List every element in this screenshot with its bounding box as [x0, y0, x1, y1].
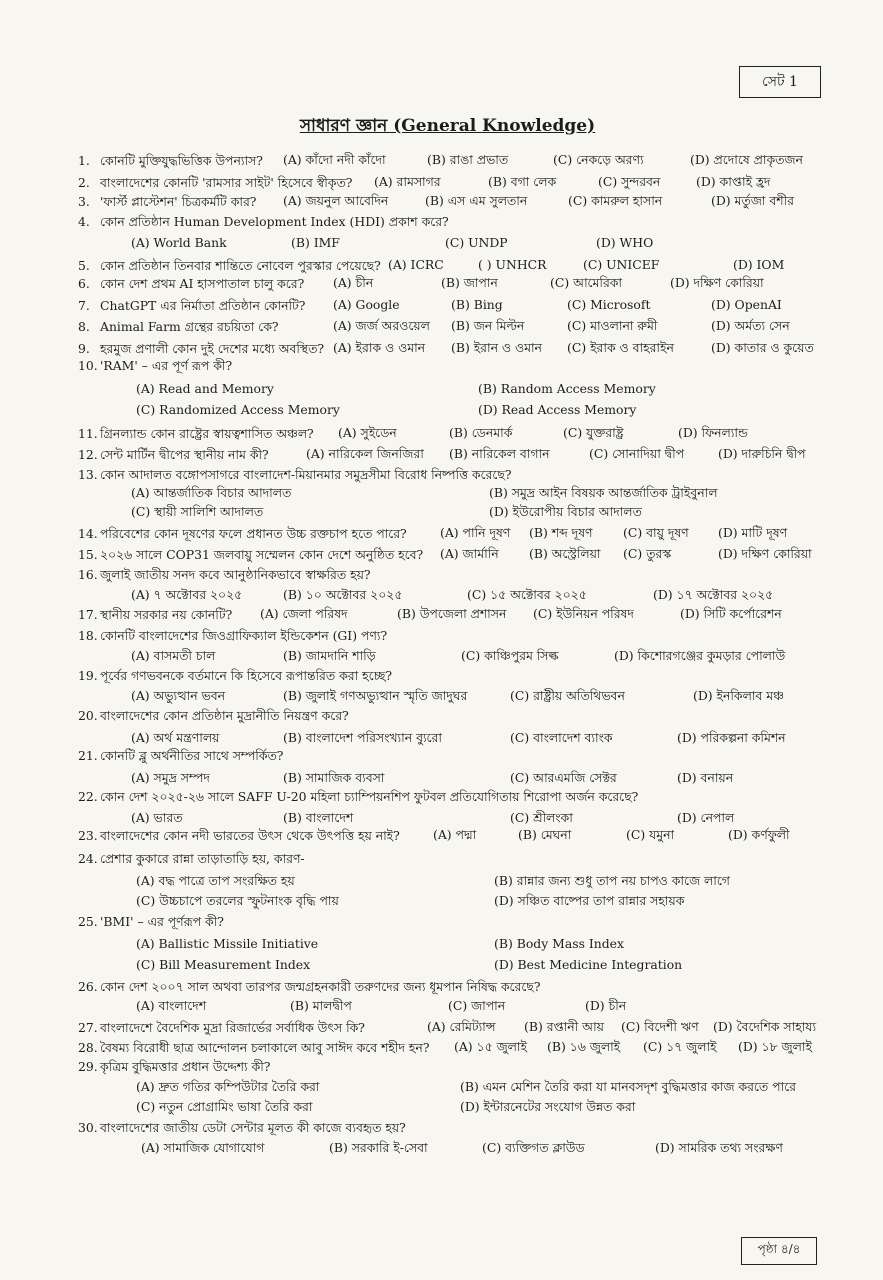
- option-c: (C) কাঞ্চিপুরম সিল্ক: [461, 648, 559, 663]
- question-text: পূর্বের গণভবনকে বর্তমানে কি হিসেবে রূপান্তরিত করা হচ্ছে?: [100, 668, 392, 683]
- question-text: বাংলাদেশের কোন নদী ভারতের উৎস থেকে উৎপত্তি হয় নাই?: [100, 828, 400, 843]
- question-text: কোন প্রতিষ্ঠান তিনবার শান্তিতে নোবেল পুরস্কার পেয়েছে?: [100, 258, 381, 273]
- option-a: (A) ১৫ জুলাই: [454, 1039, 527, 1054]
- option-b: (B) ইরান ও ওমান: [451, 340, 542, 355]
- option-d: (D) দারুচিনি দ্বীপ: [718, 446, 806, 461]
- question-item: [78, 1058, 833, 1076]
- option-d: (D) IOM: [733, 257, 785, 272]
- option-b: (B) বগা লেক: [488, 174, 557, 189]
- question-number: 21.: [78, 748, 98, 763]
- option-a: (A) সামাজিক যোগাযোগ: [141, 1140, 265, 1155]
- question-number: 19.: [78, 668, 98, 683]
- question-item: [78, 667, 833, 685]
- option-d: (D) WHO: [596, 235, 654, 250]
- option-c: (C) যুক্তরাষ্ট্র: [563, 425, 624, 440]
- question-text: 'RAM' – এর পূর্ণ রূপ কী?: [100, 358, 233, 373]
- question-number: 17.: [78, 607, 98, 622]
- question-item: [78, 788, 833, 806]
- option-d: (D) মাটি দূষণ: [718, 525, 788, 540]
- question-number: 3.: [78, 194, 90, 209]
- option-d: (D) অর্মত্য সেন: [711, 318, 790, 333]
- option-c: (C) শ্রীলংকা: [510, 810, 573, 825]
- option-b: (B) ডেনমার্ক: [449, 425, 513, 440]
- question-number: 26.: [78, 979, 98, 994]
- option-c: (C) নেকড়ে অরণ্য: [553, 152, 644, 167]
- option-d: (D) কাপ্তাই হ্রদ: [696, 174, 771, 189]
- question-number: 8.: [78, 319, 90, 334]
- option-d: (D) বৈদেশিক সাহায্য: [713, 1019, 817, 1034]
- option-a: (A) রামসাগর: [374, 174, 441, 189]
- question-text: কোনটি ব্লু অর্থনীতির সাথে সম্পর্কিত?: [100, 748, 284, 763]
- question-number: 22.: [78, 789, 98, 804]
- question-text: কোন দেশ প্রথম AI হাসপাতাল চালু করে?: [100, 276, 305, 291]
- question-number: 12.: [78, 447, 98, 462]
- option-b: (B) IMF: [291, 235, 340, 250]
- option-a: (A) কাঁদো নদী কাঁদো: [283, 152, 386, 167]
- option-a: (A) Ballistic Missile Initiative: [136, 936, 319, 951]
- option-a: (A) রেমিট্যান্স: [427, 1019, 496, 1034]
- question-text: স্থানীয় সরকার নয় কোনটি?: [100, 607, 233, 622]
- option-a: (A) সুইডেন: [338, 425, 397, 440]
- option-b: (B) Body Mass Index: [494, 936, 625, 951]
- question-text: প্রেশার কুকারে রান্না তাড়াতাড়ি হয়, কারণ-: [100, 851, 305, 866]
- option-c: (C) সুন্দরবন: [598, 174, 661, 189]
- option-d: (D) Best Medicine Integration: [494, 957, 683, 972]
- option-c: (C) মাওলানা রুমী: [567, 318, 658, 333]
- question-number: 6.: [78, 276, 90, 291]
- question-text: কোন প্রতিষ্ঠান Human Development Index (HDI) প্রকাশ করে?: [100, 214, 449, 229]
- option-d: (D) সঞ্চিত বাষ্পের তাপ রান্নার সহায়ক: [494, 893, 685, 908]
- question-text: বাংলাদেশের কোন প্রতিষ্ঠান মুদ্রানীতি নিয়ন্ত্রণ করে?: [100, 708, 349, 723]
- question-number: 27.: [78, 1020, 98, 1035]
- option-b: (B) ১৬ জুলাই: [547, 1039, 621, 1054]
- question-text: বাংলাদেশে বৈদেশিক মুদ্রা রিজার্ভের সর্বাধিক উৎস কি?: [100, 1020, 365, 1035]
- option-b: ( ) UNHCR: [478, 257, 547, 272]
- option-b: (B) জন মিল্টন: [451, 318, 525, 333]
- option-a: (A) Google: [333, 297, 400, 312]
- option-a: (A) পানি দূষণ: [440, 525, 511, 540]
- question-text: কোন দেশ ২০০৭ সাল অথবা তারপর জন্মগ্রহনকারী তরুণদের জন্য ধূমপান নিষিদ্ধ করেছে?: [100, 979, 541, 994]
- option-a: (A) World Bank: [131, 235, 227, 250]
- option-d: (D) ১৭ অক্টোবর ২০২৫: [653, 587, 774, 602]
- question-item: [78, 566, 833, 584]
- question-text: বাংলাদেশের জাতীয় ডেটা সেন্টার মূলত কী কাজে ব্যবহৃত হয়?: [100, 1120, 406, 1135]
- question-text: হরমুজ প্রণালী কোন দুই দেশের মধ্যে অবস্থিত?: [100, 341, 325, 356]
- option-d: (D) দক্ষিণ কোরিয়া: [718, 546, 812, 561]
- question-text: পরিবেশের কোন দূষণের ফলে প্রধানত উচ্চ রক্তচাপ হতে পারে?: [100, 526, 407, 541]
- option-a: (A) চীন: [333, 275, 374, 290]
- question-number: 2.: [78, 175, 90, 190]
- option-b: (B) নারিকেল বাগান: [449, 446, 550, 461]
- option-c: (C) আরএমজি সেক্টর: [510, 770, 617, 785]
- option-a: (A) Read and Memory: [136, 381, 274, 396]
- option-d: (D) ইনকিলাব মঞ্চ: [693, 688, 784, 703]
- option-d: (D) ইউরোপীয় বিচার আদালত: [489, 504, 642, 519]
- question-text: 'ফার্স্ট প্লাস্টেশন' চিত্রকর্মটি কার?: [100, 194, 257, 209]
- option-c: (C) বাংলাদেশ ব্যাংক: [510, 730, 613, 745]
- option-c: (C) নতুন প্রোগ্রামিং ভাষা তৈরি করা: [136, 1099, 313, 1114]
- question-number: 20.: [78, 708, 98, 723]
- option-d: (D) চীন: [585, 998, 627, 1013]
- option-a: (A) অর্থ মন্ত্রণালয়: [131, 730, 220, 745]
- question-number: 24.: [78, 851, 98, 866]
- option-b: (B) অস্ট্রেলিয়া: [529, 546, 601, 561]
- option-d: (D) কিশোরগঞ্জের কুমড়ার পোলাউ: [614, 648, 786, 663]
- option-d: (D) পরিকল্পনা কমিশন: [677, 730, 786, 745]
- option-c: (C) জাপান: [448, 998, 506, 1013]
- option-a: (A) জার্মানি: [440, 546, 499, 561]
- option-d: (D) ১৮ জুলাই: [738, 1039, 812, 1054]
- question-text: সেন্ট মার্টিন দ্বীপের স্থানীয় নাম কী?: [100, 447, 269, 462]
- option-b: (B) জামদানি শাড়ি: [283, 648, 376, 663]
- question-number: 25.: [78, 914, 98, 929]
- option-d: (D) বনায়ন: [677, 770, 734, 785]
- option-a: (A) ICRC: [388, 257, 444, 272]
- question-number: 30.: [78, 1120, 98, 1135]
- question-item: [78, 213, 833, 231]
- question-text: ChatGPT এর নির্মাতা প্রতিষ্ঠান কোনটি?: [100, 298, 306, 313]
- option-c: (C) ইউনিয়ন পরিষদ: [533, 606, 634, 621]
- question-number: 7.: [78, 298, 90, 313]
- option-a: (A) পদ্মা: [433, 827, 477, 842]
- option-d: (D) Read Access Memory: [478, 402, 637, 417]
- option-d: (D) কাতার ও কুয়েত: [711, 340, 814, 355]
- question-text: কোন আদালত বঙ্গোপসাগরে বাংলাদেশ-মিয়ানমার সমুদ্রসীমা বিরোধ নিষ্পত্তি করেছে?: [100, 467, 512, 482]
- option-d: (D) মর্তুজা বশীর: [711, 193, 794, 208]
- question-number: 18.: [78, 628, 98, 643]
- option-b: (B) সামাজিক ব্যবসা: [283, 770, 385, 785]
- question-text: কোন দেশ ২০২৫-২৬ সালে SAFF U-20 মহিলা চ্যাম্পিয়নশিপ ফুটবল প্রতিযোগিতায় শিরোপা অর্জন করেছে?: [100, 789, 639, 804]
- question-number: 9.: [78, 341, 90, 356]
- page-title: সাধারণ জ্ঞান (General Knowledge): [299, 116, 596, 136]
- option-d: (D) দক্ষিণ কোরিয়া: [670, 275, 764, 290]
- question-number: 14.: [78, 526, 98, 541]
- option-c: (C) রাষ্ট্রীয় অতিথিভবন: [510, 688, 625, 703]
- option-b: (B) রান্নার জন্য শুধু তাপ নয় চাপও কাজে লাগে: [494, 873, 730, 888]
- option-c: (C) ব্যক্তিগত ক্লাউড: [482, 1140, 585, 1155]
- option-c: (C) তুরস্ক: [623, 546, 672, 561]
- question-item: [78, 1119, 833, 1137]
- option-d: (D) কর্ণফুলী: [728, 827, 790, 842]
- question-number: 1.: [78, 153, 90, 168]
- question-number: 16.: [78, 567, 98, 582]
- option-b: (B) মেঘনা: [518, 827, 572, 842]
- question-text: কোনটি মুক্তিযুদ্ধভিত্তিক উপন্যাস?: [100, 153, 263, 168]
- option-a: (A) দ্রুত গতির কম্পিউটার তৈরি করা: [136, 1079, 320, 1094]
- option-b: (B) জাপান: [441, 275, 498, 290]
- question-item: [78, 627, 833, 645]
- option-a: (A) ইরাক ও ওমান: [333, 340, 426, 355]
- question-text: ২০২৬ সালে COP31 জলবায়ু সম্মেলন কোন দেশে অনুষ্ঠিত হবে?: [100, 547, 424, 562]
- option-c: (C) ইরাক ও বাহরাইন: [567, 340, 674, 355]
- option-d: (D) প্রদোষে প্রাকৃতজন: [690, 152, 803, 167]
- option-c: (C) সোনাদিয়া দ্বীপ: [589, 446, 685, 461]
- option-b: (B) রাঙা প্রভাত: [427, 152, 509, 167]
- question-item: [78, 913, 833, 931]
- question-number: 13.: [78, 467, 98, 482]
- option-a: (A) ভারত: [131, 810, 183, 825]
- option-b: (B) এস এম সুলতান: [425, 193, 528, 208]
- option-d: (D) সামরিক তথ্য সংরক্ষণ: [655, 1140, 783, 1155]
- option-a: (A) সমুদ্র সম্পদ: [131, 770, 210, 785]
- option-d: (D) ফিনল্যান্ড: [678, 425, 748, 440]
- question-text: 'BMI' – এর পূর্ণরূপ কী?: [100, 914, 224, 929]
- option-c: (C) উচ্চচাপে তরলের স্ফুটনাংক বৃদ্ধি পায়: [136, 893, 339, 908]
- question-number: 23.: [78, 828, 98, 843]
- option-a: (A) বাসমতী চাল: [131, 648, 216, 663]
- option-c: (C) বিদেশী ঋণ: [621, 1019, 699, 1034]
- question-item: [78, 466, 833, 484]
- page-number: পৃষ্ঠা ৪/৪: [741, 1237, 817, 1265]
- question-text: বাংলাদেশের কোনটি 'রামসার সাইট' হিসেবে স্বীকৃত?: [100, 175, 353, 190]
- option-d: (D) OpenAI: [711, 297, 782, 312]
- question-item: [78, 257, 833, 275]
- option-a: (A) জয়নুল আবেদিন: [283, 193, 389, 208]
- option-d: (D) নেপাল: [677, 810, 735, 825]
- option-b: (B) বাংলাদেশ পরিসংখ্যান ব্যুরো: [283, 730, 442, 745]
- set-label: সেট 1: [739, 66, 821, 98]
- option-c: (C) UNDP: [445, 235, 508, 250]
- option-b: (B) ১০ অক্টোবর ২০২৫: [283, 587, 403, 602]
- question-text: জুলাই জাতীয় সনদ কবে আনুষ্ঠানিকভাবে স্বাক্ষরিত হয়?: [100, 567, 371, 582]
- question-item: [78, 707, 833, 725]
- option-a: (A) বাংলাদেশ: [136, 998, 207, 1013]
- question-text: কৃত্রিম বুদ্ধিমত্তার প্রধান উদ্দেশ্য কী?: [100, 1059, 271, 1074]
- question-number: 4.: [78, 214, 90, 229]
- option-b: (B) এমন মেশিন তৈরি করা যা মানবসদৃশ বুদ্ধিমত্তার কাজ করতে পারে: [460, 1079, 796, 1094]
- option-c: (C) বায়ু দূষণ: [623, 525, 689, 540]
- option-b: (B) Random Access Memory: [478, 381, 656, 396]
- question-number: 11.: [78, 426, 98, 441]
- option-b: (B) উপজেলা প্রশাসন: [397, 606, 507, 621]
- option-b: (B) রপ্তানী আয়: [524, 1019, 604, 1034]
- question-number: 28.: [78, 1040, 98, 1055]
- option-a: (A) ৭ অক্টোবর ২০২৫: [131, 587, 243, 602]
- option-c: (C) Randomized Access Memory: [136, 402, 340, 417]
- option-b: (B) শব্দ দূষণ: [529, 525, 593, 540]
- option-a: (A) নারিকেল জিনজিরা: [306, 446, 424, 461]
- question-number: 29.: [78, 1059, 98, 1074]
- option-c: (C) ১৫ অক্টোবর ২০২৫: [467, 587, 587, 602]
- option-d: (D) সিটি কর্পোরেশন: [680, 606, 782, 621]
- question-text: কোনটি বাংলাদেশের জিওগ্রাফিক্যাল ইন্ডিকেশন (GI) পণ্য?: [100, 628, 388, 643]
- question-item: [78, 747, 833, 765]
- option-b: (B) সরকারি ই-সেবা: [329, 1140, 428, 1155]
- question-text: গ্রিনল্যান্ড কোন রাষ্ট্রের স্বায়ত্বশাসিত অঞ্চল?: [100, 426, 314, 441]
- question-item: [78, 978, 833, 996]
- option-a: (A) অভ্যুত্থান ভবন: [131, 688, 226, 703]
- option-a: (A) বদ্ধ পাত্রে তাপ সংরক্ষিত হয়: [136, 873, 295, 888]
- option-b: (B) সমুদ্র আইন বিষয়ক আন্তর্জাতিক ট্রাইবুনাল: [489, 485, 718, 500]
- option-c: (C) কামরুল হাসান: [568, 193, 663, 208]
- question-text: বৈষম্য বিরোধী ছাত্র আন্দোলন চলাকালে আবু সাঈদ কবে শহীদ হন?: [100, 1040, 430, 1055]
- option-a: (A) জর্জ অরওয়েল: [333, 318, 430, 333]
- question-item: [78, 357, 833, 375]
- question-number: 5.: [78, 258, 90, 273]
- option-a: (A) আন্তর্জাতিক বিচার আদালত: [131, 485, 292, 500]
- question-item: [78, 850, 833, 868]
- option-d: (D) ইন্টারনেটের সংযোগ উন্নত করা: [460, 1099, 636, 1114]
- option-c: (C) ১৭ জুলাই: [643, 1039, 717, 1054]
- option-b: (B) Bing: [451, 297, 503, 312]
- option-b: (B) জুলাই গণঅভ্যুত্থান স্মৃতি জাদুঘর: [283, 688, 468, 703]
- option-c: (C) যমুনা: [626, 827, 675, 842]
- question-text: Animal Farm গ্রন্থের রচয়িতা কে?: [100, 319, 279, 334]
- question-number: 10.: [78, 358, 98, 373]
- option-c: (C) স্থায়ী সালিশি আদালত: [131, 504, 264, 519]
- question-number: 15.: [78, 547, 98, 562]
- option-a: (A) জেলা পরিষদ: [260, 606, 348, 621]
- option-b: (B) মালদ্বীপ: [290, 998, 352, 1013]
- option-c: (C) UNICEF: [583, 257, 660, 272]
- option-b: (B) বাংলাদেশ: [283, 810, 354, 825]
- option-c: (C) Bill Measurement Index: [136, 957, 311, 972]
- option-c: (C) আমেরিকা: [550, 275, 623, 290]
- option-c: (C) Microsoft: [567, 297, 651, 312]
